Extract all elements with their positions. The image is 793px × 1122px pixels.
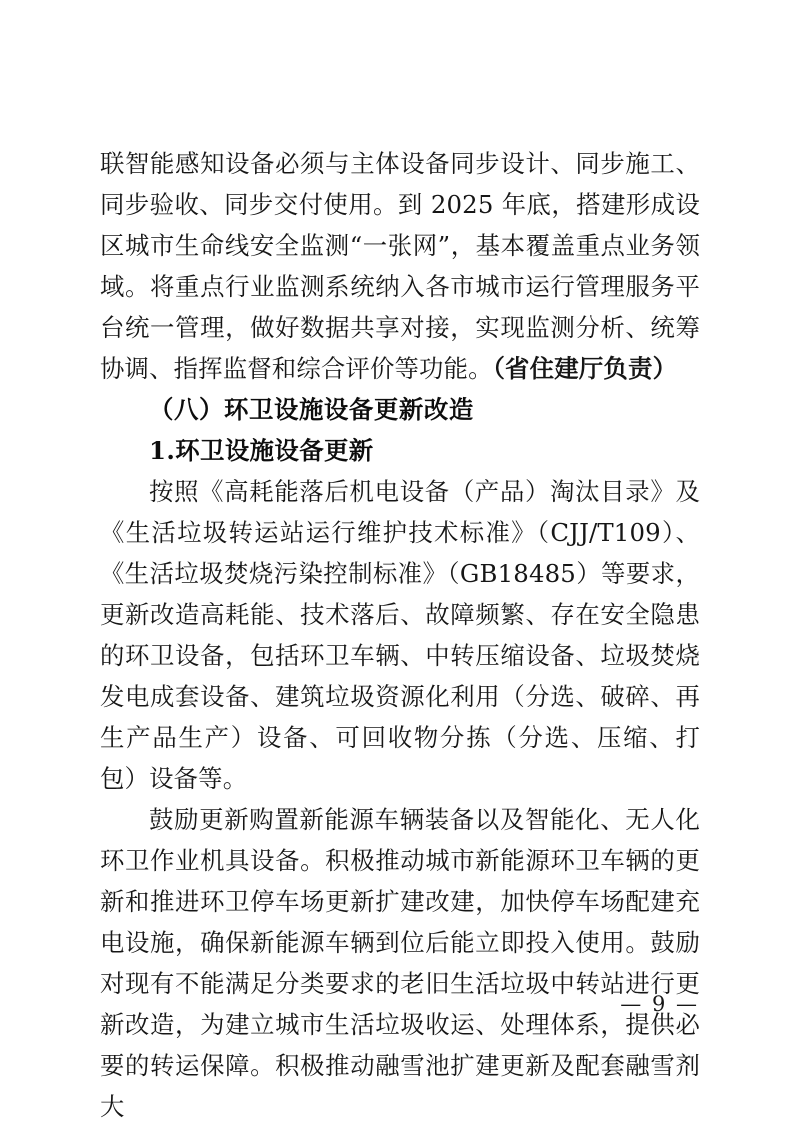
paragraph-new-energy-vehicles: 鼓励更新购置新能源车辆装备以及智能化、无人化环卫作业机具设备。积极推动城市新能源环卫车辆的更新和推进环卫停车场更新扩建改建，加快停车场配建充电设施，确保新能源车辆到位后能立即投入使用。鼓励对现有不能满足分类要求的老旧生活垃圾中转站进行更新改造，为建立城市生活垃圾收运、处理体系，提供必要的转运保障。积极推动融雪池扩建更新及配套融雪剂大 [100,805,700,1121]
page-footer [0,992,793,1016]
paragraph-lifeline-monitoring-text: 联智能感知设备必须与主体设备同步设计、同步施工、同步验收、同步交付使用。到 2025 年底，搭建形成设区城市生命线安全监测“一张网”，基本覆盖重点业务领域。将重点行业监测系统纳入各市城市运行管理服务平台统一管理，做好数据共享对接，实现监测分析、统筹协调、指挥监督和综合评价等功能。 [100,149,700,383]
heading-section-eight: （八）环卫设施设备更新改造 [149,395,474,424]
document-text-body [100,143,700,1122]
heading-subsection-one: 1.环卫设施设备更新 [149,436,374,465]
page-number: — 9 — [620,992,699,1016]
paragraph-lifeline-monitoring [100,143,700,389]
responsible-agency-note: （省住建厅负责） [492,354,678,383]
paragraph-equipment-standards: 按照《高耗能落后机电设备（产品）淘汰目录》及《生活垃圾转运站运行维护技术标准》（CJJ/T109）、《生活垃圾焚烧污染控制标准》（GB18485）等要求，更新改造高耗能、技术落后、故障频繁、存在安全隐患的环卫设备，包括环卫车辆、中转压缩设备、垃圾焚烧发电成套设备、建筑垃圾资源化利用（分选、破碎、再生产品生产）设备、可回收物分拣（分选、压缩、打包）设备等。 [100,477,700,793]
